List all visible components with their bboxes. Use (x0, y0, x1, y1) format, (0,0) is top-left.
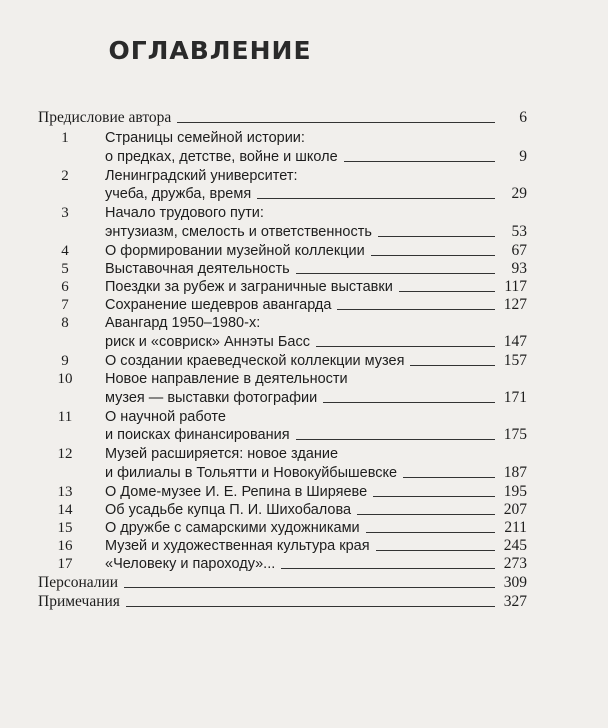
toc-entry-title: О формировании музейной коллекции (105, 242, 365, 259)
page-number: 9 (519, 147, 527, 165)
page-number: 187 (503, 463, 527, 481)
toc-entry-title: Выставочная деятельность (105, 260, 290, 277)
dot-leader (257, 198, 495, 199)
toc-entry (105, 425, 527, 445)
dot-leader (337, 309, 495, 310)
toc-entry-title: Авангард 1950–1980-х: (105, 315, 261, 332)
page-number: 211 (504, 518, 527, 536)
dot-leader (371, 255, 495, 256)
toc-entry (105, 369, 527, 389)
dot-leader (296, 273, 495, 274)
toc-entry-title: Ленинградский университет: (105, 167, 298, 184)
page-title: ОГЛАВЛЕНИЕ (108, 36, 312, 65)
chapter-number: 16 (57, 538, 73, 555)
toc-entry-title: Начало трудового пути: (105, 205, 264, 221)
dot-leader (126, 606, 495, 607)
dot-leader (323, 402, 495, 403)
toc-entry-title: О создании краеведческой коллекции музея (105, 352, 405, 369)
page-number: 67 (511, 241, 527, 259)
toc-entry (105, 259, 527, 279)
chapter-number: 13 (57, 483, 73, 500)
toc-entry (105, 332, 527, 352)
chapter-number: 12 (57, 446, 73, 462)
dot-leader (357, 514, 495, 515)
dot-leader (373, 496, 495, 497)
dot-leader (344, 161, 495, 162)
toc-entry (105, 241, 527, 261)
chapter-number: 15 (57, 519, 73, 536)
page-number: 117 (504, 277, 527, 295)
toc-entry (105, 203, 527, 223)
page-number: 327 (503, 592, 527, 610)
toc-entry-preface (38, 108, 527, 128)
page-number: 157 (503, 351, 527, 369)
dot-leader (366, 532, 495, 533)
page-number: 309 (503, 573, 527, 591)
page-number: 245 (503, 537, 527, 555)
page-number: 53 (511, 222, 527, 240)
dot-leader (177, 122, 495, 123)
dot-leader (410, 365, 495, 366)
chapter-number: 3 (61, 205, 69, 221)
toc-entry-back-matter (38, 592, 527, 612)
toc-entry (105, 463, 527, 483)
toc-entry-title: О Доме-музее И. Е. Репина в Ширяеве (105, 483, 368, 500)
toc-entry (105, 128, 527, 148)
toc-entry-title: Музей и художественная культура края (105, 538, 370, 555)
chapter-number: 17 (57, 556, 73, 573)
toc-entry-title: риск и «совриск» Аннэты Басс (105, 333, 310, 350)
chapter-number: 9 (61, 352, 69, 369)
toc-entry (105, 482, 527, 502)
chapter-number: 4 (61, 242, 69, 259)
toc-entry (105, 388, 527, 408)
page-number: 93 (511, 259, 527, 277)
chapter-number: 14 (57, 501, 73, 518)
chapter-number: 10 (57, 371, 73, 387)
toc-entry-title: О дружбе с самарскими художниками (105, 519, 360, 536)
toc-entry-back-matter (38, 573, 527, 593)
toc-entry (105, 407, 527, 427)
page-number: 273 (503, 555, 527, 573)
toc-entry-title: Новое направление в деятельности (105, 371, 348, 387)
chapter-number: 8 (61, 315, 69, 332)
toc-entry (105, 147, 527, 167)
toc-entry-title: о предках, детстве, войне и школе (105, 148, 338, 165)
toc-entry (105, 444, 527, 464)
toc-entry (105, 536, 527, 556)
chapter-number: 1 (61, 130, 69, 146)
page-number: 127 (503, 296, 527, 314)
toc-entry (105, 518, 527, 538)
toc-entry-title: Примечания (38, 592, 120, 610)
toc-entry-title: учеба, дружба, время (105, 186, 252, 202)
chapter-number: 6 (61, 278, 69, 295)
toc-entry-title: энтузиазм, смелость и ответственность (105, 223, 372, 240)
toc-entry (105, 351, 527, 371)
dot-leader (378, 236, 495, 237)
chapter-number: 11 (57, 408, 73, 425)
dot-leader (399, 291, 495, 292)
toc-entry (105, 166, 527, 186)
toc-entry (105, 277, 527, 297)
toc-entry-title: Сохранение шедевров авангарда (105, 297, 332, 314)
toc-entry (105, 500, 527, 520)
toc-entry-title: Страницы семейной истории: (105, 130, 305, 146)
chapter-number: 2 (61, 167, 69, 184)
toc-entry-title: «Человеку и пароходу»... (105, 556, 276, 573)
toc-entry-title: Персоналии (38, 573, 119, 591)
dot-leader (296, 439, 495, 440)
toc-entry-title: Об усадьбе купца П. И. Шихобалова (105, 501, 352, 518)
page-number: 6 (519, 109, 527, 126)
toc-entry-title: Поездки за рубеж и заграничные выставки (105, 278, 393, 295)
chapter-number: 5 (61, 260, 69, 277)
toc-entry (105, 313, 527, 333)
page-number: 195 (503, 482, 527, 500)
toc-entry (105, 554, 527, 574)
page-number: 175 (503, 426, 527, 443)
dot-leader (403, 477, 495, 478)
page-number: 147 (503, 332, 527, 350)
toc-entry (105, 184, 527, 204)
toc-entry-title: и филиалы в Тольятти и Новокуйбышевске (105, 464, 398, 481)
page-number: 207 (503, 500, 527, 518)
toc-entry-title: и поисках финансирования (105, 427, 290, 443)
dot-leader (124, 587, 495, 588)
toc-entry (105, 295, 527, 315)
toc-entry-title: Предисловие автора (38, 109, 172, 126)
dot-leader (316, 346, 495, 347)
page-number: 171 (503, 388, 527, 406)
page-number: 29 (511, 185, 527, 202)
toc-entry-title: Музей расширяется: новое здание (105, 446, 339, 462)
dot-leader (376, 550, 495, 551)
chapter-number: 7 (61, 297, 69, 314)
toc-entry-title: музея — выставки фотографии (105, 389, 318, 406)
toc-entry-title: О научной работе (105, 408, 226, 425)
toc-entry (105, 222, 527, 242)
dot-leader (281, 568, 495, 569)
